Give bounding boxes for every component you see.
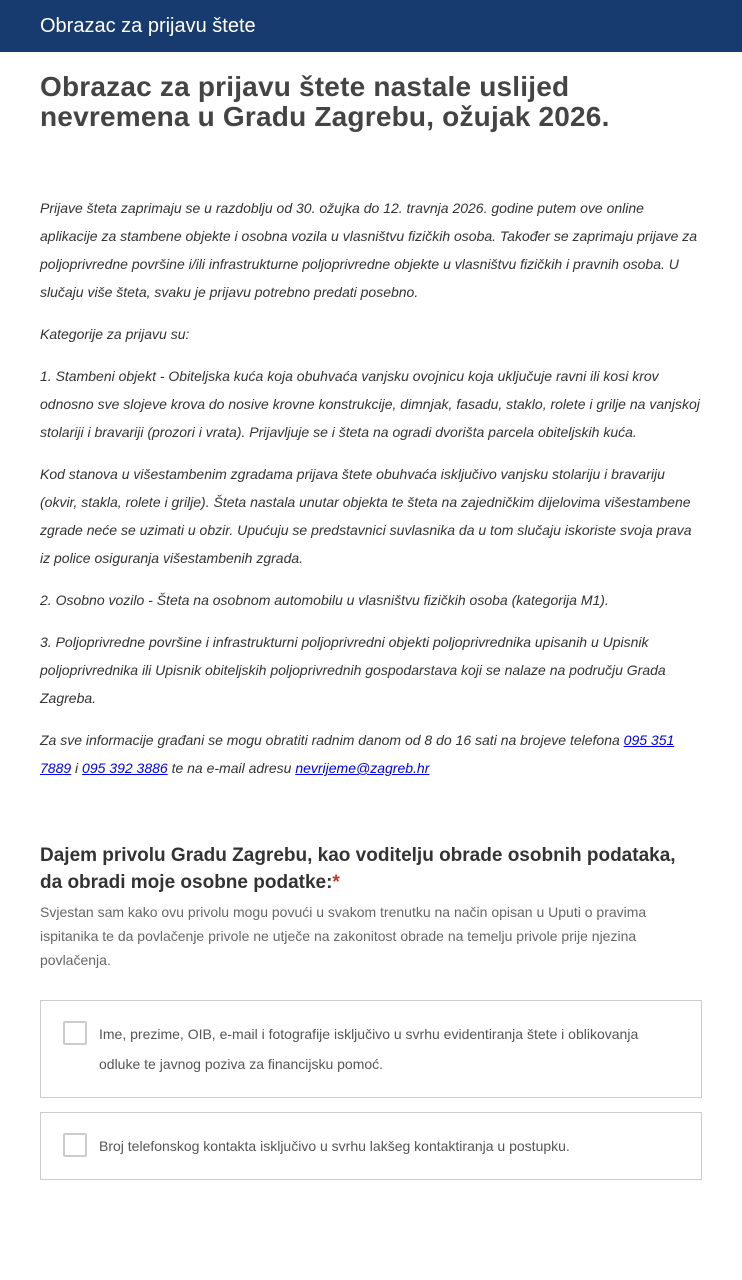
- contact-info: [40, 726, 702, 782]
- contact-text: Za sve informacije građani se mogu obratiti radnim danom od 8 do 16 sati na brojeve telefona: [40, 732, 624, 748]
- phone-link-1[interactable]: 095 351 7889: [40, 732, 675, 776]
- consent-description: Svjestan sam kako ovu privolu mogu povući u svakom trenutku na način opisan u Uputi o pravima ispitanika te da povlačenje privole ne utječe na zakonitost obrade na temelju privole prije njezina povlačenja.: [40, 904, 647, 968]
- checkbox[interactable]: [63, 1133, 87, 1157]
- category-1: 1. Stambeni objekt - Obiteljska kuća koja obuhvaća vanjsku ovojnicu koja uključuje ravni ili kosi krov odnosno sve slojeve krova do nosive krovne konstrukcije, dimnjak, fasadu, staklo, rolete i grilje na vanjskoj stolariji i bravariji (prozori i vrata). Prijavljuje se i šteta na ogradi dvorišta parcela obiteljskih kuća.: [40, 368, 700, 440]
- checkbox[interactable]: [63, 1021, 87, 1045]
- intro-paragraph: Prijave šteta zaprimaju se u razdoblju od 30. ožujka do 12. travnja 2026. godine putem ove online aplikacije za stambene objekte i osobna vozila u vlasništvu fizičkih osoba. Također se zaprimaju prijave za poljoprivredne površine i/ili infrastrukturne poljoprivredne objekte u vlasništvu fizičkih i pravnih osoba. U slučaju više šteta, svaku je prijavu potrebno predati posebno.: [40, 200, 698, 300]
- option-label: Ime, prezime, OIB, e-mail i fotografije isključivo u svrhu evidentiranja štete i oblikovanja odluke te javnog poziva za financijsku pomoć.: [99, 1026, 639, 1072]
- form-content: [0, 72, 742, 1180]
- option-label: Broj telefonskog kontakta isključivo u svrhu lakšeg kontaktiranja u postupku.: [99, 1138, 570, 1154]
- consent-title: [40, 842, 702, 896]
- consent-title-text: Dajem privolu Gradu Zagrebu, kao voditelju obrade osobnih podataka, da obradi moje osobne podatke:: [40, 845, 676, 893]
- apartments-note: Kod stanova u višestambenim zgradama prijava štete obuhvaća isključivo vanjsku stolariju i bravariju (okvir, stakla, rolete i grilje). Šteta nastala unutar objekta te šteta na zajedničkim dijelovima višestambene zgrade neće se uzimati u obzir. Upućuju se predstavnici suvlasnika da u tom slučaju iskoriste svoja prava iz police osiguranja višestambenih zgrada.: [40, 466, 692, 566]
- category-3: 3. Poljoprivredne površine i infrastrukturni poljoprivredni objekti poljoprivrednika upisanih u Upisnik poljoprivrednika ili Upisnik obiteljskih poljoprivrednih gospodarstava koji se nalaze na području Grada Zagreba.: [40, 634, 666, 706]
- header-title: Obrazac za prijavu štete: [40, 15, 256, 37]
- consent-option-personal-data[interactable]: [40, 1000, 702, 1098]
- page-title: Obrazac za prijavu štete nastale uslijed nevremena u Gradu Zagrebu, ožujak 2026.: [40, 71, 610, 132]
- category-2: 2. Osobno vozilo - Šteta na osobnom automobilu u vlasništvu fizičkih osoba (kategorija M1).: [40, 592, 609, 608]
- consent-option-phone[interactable]: [40, 1112, 702, 1180]
- email-link[interactable]: nevrijeme@zagreb.hr: [295, 760, 430, 776]
- required-mark: *: [332, 872, 340, 893]
- intro-text: [40, 194, 702, 782]
- consent-options: [40, 1000, 702, 1180]
- header-bar: [0, 0, 742, 52]
- contact-text: i: [71, 760, 83, 776]
- contact-text: te na e-mail adresu: [167, 760, 296, 776]
- categories-heading: Kategorije za prijavu su:: [40, 326, 190, 342]
- phone-link-2[interactable]: 095 392 3886: [82, 760, 168, 776]
